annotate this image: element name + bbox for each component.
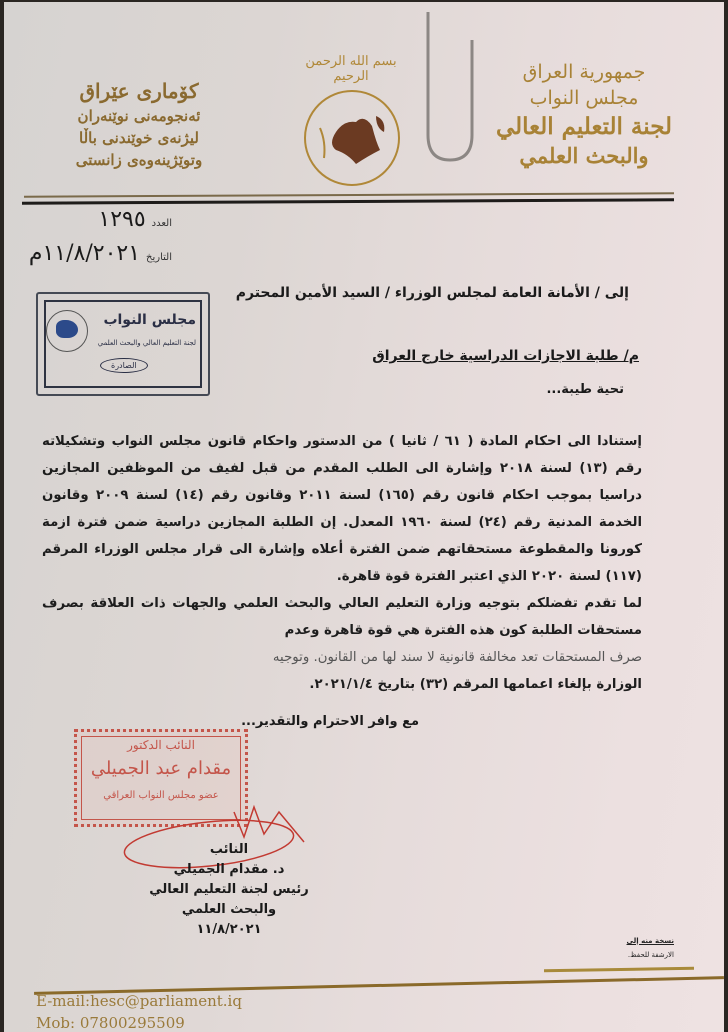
paragraph: لما تقدم تفضلكم بتوجيه وزارة التعليم العالي والبحث العلمي والجهات ذات العلاقة بصرف مستحقات الطلبة كون هذه الفترة هي قوة قاهرة وعدم bbox=[42, 596, 642, 638]
letter-body bbox=[42, 428, 642, 698]
parliament-emblem-icon bbox=[304, 90, 400, 186]
stamp-title: مجلس النواب bbox=[103, 312, 196, 328]
signature-date: ١١/٨/٢٠٢١ bbox=[196, 922, 262, 937]
footer-phone: Mob: 07800295509 bbox=[36, 1014, 185, 1032]
date-value: ١١/٨/٢٠٢١م bbox=[28, 241, 141, 266]
letterhead-line: جمهورية العراق bbox=[522, 61, 646, 83]
letterhead-line: ئەنجومەنی نوێنەران bbox=[77, 107, 201, 125]
stamp-line: النائب الدكتور bbox=[127, 738, 195, 752]
number-label: العدد bbox=[151, 218, 172, 229]
header-divider bbox=[24, 192, 674, 197]
paper-clip-icon bbox=[422, 10, 478, 165]
letterhead-kurdish bbox=[44, 77, 234, 171]
subject: م/ طلبة الاجازات الدراسية خارج العراق bbox=[372, 348, 639, 364]
reference-block bbox=[22, 207, 172, 275]
header-divider bbox=[22, 198, 674, 204]
letterhead-line: والبحث العلمي bbox=[519, 143, 649, 169]
copies-header: نسخة منه إلى bbox=[626, 937, 674, 945]
number-value: ١٢٩٥ bbox=[98, 207, 146, 232]
paragraph: إستنادا الى احكام المادة ( ٦١ / ثانيا ) من الدستور واحكام قانون مجلس النواب وتشكيلاته رقم (١٣) لسنة ٢٠١٨ وإشارة الى الطلب المقدم من قبل لفيف من الموظفين المجازين دراسيا بموجب احكام قانون رقم (١٦٥) لسنة ٢٠١١ وقانون رقم (١٤) لسنة ٢٠٠٩ وقانون الخدمة المدنية رقم (٢٤) لسنة ١٩٦٠ المعدل. إن الطلبة المجازين دراسية ضمن فترة ازمة كورونا والمقطوعة مستحقاتهم ضمن الفترة أعلاه وإشارة الى قرار مجلس الوزراء المرقم (١١٧) لسنة ٢٠٢٠ الذي اعتبر الفترة قوة قاهرة. bbox=[42, 434, 643, 584]
copies-block bbox=[564, 934, 674, 962]
letterhead-line: وتوێژینەوەی زانستی bbox=[75, 150, 203, 169]
stamp-subtitle: لجنة التعليم العالي والبحث العلمي bbox=[97, 339, 196, 347]
footer-email: E-mail:hesc@parliament.iq bbox=[36, 992, 242, 1010]
stamp-line: مقدام عبد الجميلي bbox=[90, 758, 232, 779]
paragraph-faded: صرف المستحقات تعد مخالفة قانونية لا سند لها من القانون. وتوجيه bbox=[272, 650, 642, 665]
letterhead-line: کۆماری عێراق bbox=[79, 79, 199, 103]
outgoing-stamp bbox=[36, 292, 210, 396]
document-page bbox=[4, 2, 724, 1032]
closing: مع وافر الاحترام والتقدير... bbox=[241, 714, 419, 729]
letterhead-arabic bbox=[484, 60, 684, 171]
signatory-block bbox=[144, 840, 314, 940]
signatory-position: رئيس لجنة التعليم العالي bbox=[149, 882, 309, 897]
signatory-name: د. مقدام الجميلي bbox=[173, 862, 285, 877]
footer-divider bbox=[544, 967, 694, 973]
stamp-badge: الصادرة bbox=[100, 358, 148, 373]
signatory-position: والبحث العلمي bbox=[181, 902, 277, 917]
letterhead-line: مجلس النواب bbox=[529, 86, 639, 109]
greeting: تحية طيبة... bbox=[546, 382, 624, 397]
letterhead-line: لجنة التعليم العالي bbox=[495, 113, 673, 141]
date-label: التاريخ bbox=[146, 252, 172, 263]
basmala: بسم الله الرحمن الرحيم bbox=[305, 54, 397, 84]
paragraph: الوزارة بإلغاء اعمامها المرقم (٣٢) بتاريخ ٢٠٢١/١/٤. bbox=[309, 677, 642, 692]
letterhead-line: لیژنەی خوێندنی باڵا bbox=[79, 128, 199, 147]
parliament-seal-icon bbox=[46, 310, 88, 352]
iraq-map-icon bbox=[306, 92, 398, 184]
addressee: إلى / الأمانة العامة لمجلس الوزراء / السيد الأمين المحترم bbox=[235, 285, 629, 301]
copies-item: الارشفة للحفظ. bbox=[627, 951, 674, 959]
stamp-line: عضو مجلس النواب العراقي bbox=[103, 790, 219, 801]
signatory-title: النائب bbox=[209, 842, 249, 857]
